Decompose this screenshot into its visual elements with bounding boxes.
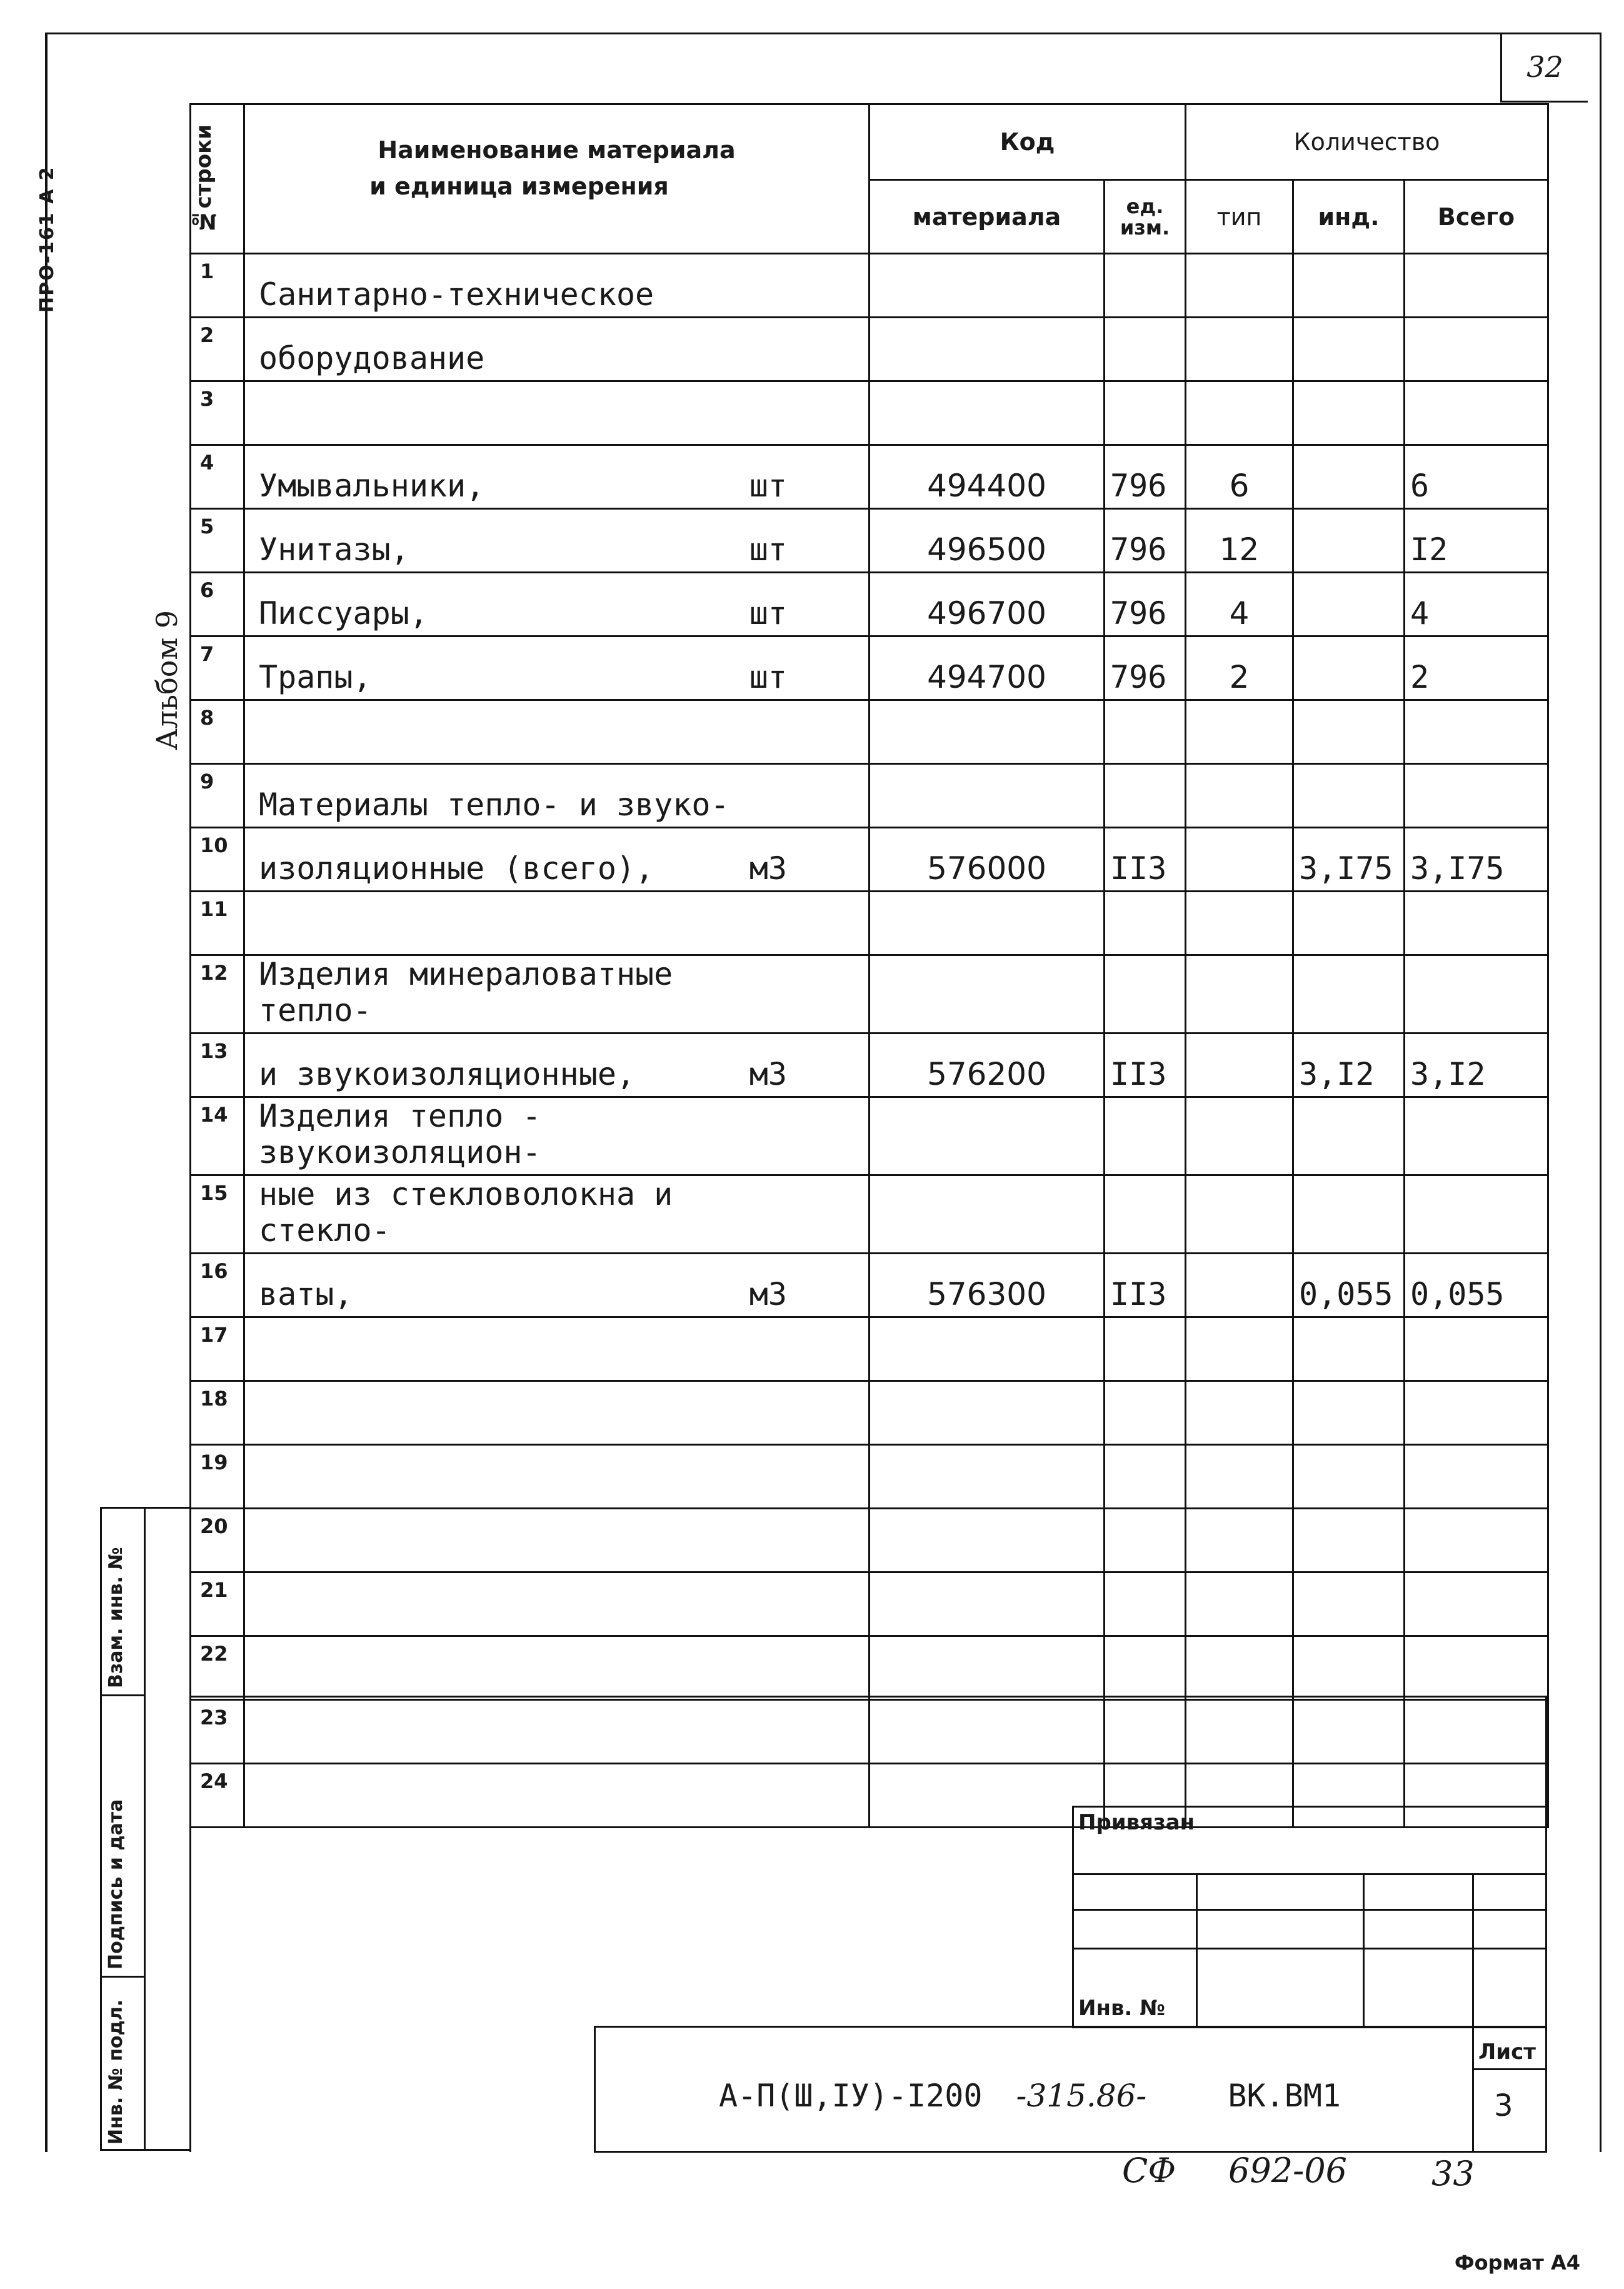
material-name-cell — [244, 1381, 870, 1445]
side-document-code: ПРО-161 А 2 — [36, 166, 58, 313]
privyazan-label: Привязан — [1078, 1810, 1195, 1835]
table-row — [191, 445, 1548, 509]
material-code — [870, 1381, 1105, 1445]
unit-code — [1105, 1097, 1186, 1175]
material-code — [870, 1636, 1105, 1700]
qty-ind — [1293, 1097, 1405, 1175]
material-unit: шт — [749, 468, 787, 504]
qty-type — [1186, 1175, 1293, 1254]
qty-type — [1186, 892, 1293, 955]
qty-type — [1186, 381, 1293, 445]
qty-total — [1405, 892, 1548, 955]
qty-ind — [1293, 318, 1405, 381]
material-code — [870, 1509, 1105, 1572]
material-name-cell — [244, 700, 870, 764]
qty-total: 3,I2 — [1405, 1034, 1548, 1097]
material-unit: м3 — [749, 1276, 787, 1312]
row-number: 17 — [191, 1317, 244, 1381]
qty-type — [1186, 1572, 1293, 1636]
qty-total — [1405, 254, 1548, 318]
table-row — [191, 509, 1548, 573]
unit-code: 796 — [1105, 573, 1186, 636]
material-code — [870, 381, 1105, 445]
material-name-cell — [244, 955, 870, 1034]
header-code: Код — [870, 104, 1186, 180]
qty-type — [1186, 700, 1293, 764]
unit-code: II3 — [1105, 1034, 1186, 1097]
row-number: 6 — [191, 573, 244, 636]
unit-code: II3 — [1105, 1254, 1186, 1317]
material-code: 494700 — [870, 636, 1105, 700]
row-number: 8 — [191, 700, 244, 764]
handwritten-sf: СФ — [1122, 2151, 1176, 2190]
qty-ind — [1293, 1572, 1405, 1636]
sheet-divider — [1472, 2068, 1547, 2070]
tb-col — [1196, 1873, 1365, 2028]
table-row — [191, 1034, 1548, 1097]
qty-ind — [1293, 381, 1405, 445]
qty-total: 3,I75 — [1405, 828, 1548, 892]
header-material-code: материала — [870, 180, 1105, 254]
table-row — [191, 573, 1548, 636]
material-code — [870, 1317, 1105, 1381]
row-number: 18 — [191, 1381, 244, 1445]
table-row — [191, 1317, 1548, 1381]
material-name-cell — [244, 1636, 870, 1700]
qty-type — [1186, 1097, 1293, 1175]
stamp-label-podpis: Подпись и дата — [105, 1799, 127, 1970]
qty-ind: 3,I75 — [1293, 828, 1405, 892]
qty-total — [1405, 318, 1548, 381]
unit-code — [1105, 1445, 1186, 1509]
material-code — [870, 764, 1105, 828]
qty-type: 6 — [1186, 445, 1293, 509]
qty-total: 0,055 — [1405, 1254, 1548, 1317]
sheet-number: 3 — [1494, 2088, 1513, 2123]
material-name: Трапы, — [259, 659, 372, 695]
row-number: 22 — [191, 1636, 244, 1700]
material-name: оборудование — [259, 340, 485, 376]
qty-total — [1405, 381, 1548, 445]
qty-type — [1186, 1509, 1293, 1572]
row-number: 23 — [191, 1700, 244, 1764]
qty-ind — [1293, 700, 1405, 764]
qty-type — [1186, 1636, 1293, 1700]
material-name-cell — [244, 636, 870, 700]
stamp-label-inv-podl: Инв. № подл. — [105, 1999, 127, 2145]
header-row-number: №строки — [191, 104, 244, 254]
header-ind: инд. — [1293, 180, 1405, 254]
qty-total — [1405, 1509, 1548, 1572]
unit-code — [1105, 254, 1186, 318]
material-unit: м3 — [749, 850, 787, 887]
material-name: изоляционные (всего), — [259, 850, 654, 887]
material-name-cell — [244, 1445, 870, 1509]
header-total: Всего — [1405, 180, 1548, 254]
material-name-cell — [244, 764, 870, 828]
table-row — [191, 1509, 1548, 1572]
table-row — [191, 636, 1548, 700]
qty-type: 4 — [1186, 573, 1293, 636]
document-designation: А-П(Ш,IУ)-I200 -315.86- ВК.ВМ1 — [719, 2078, 1341, 2114]
material-name: ные из стекловолокна и стекло- — [259, 1176, 673, 1249]
table-row — [191, 955, 1548, 1034]
material-name: Умывальники, — [259, 468, 485, 504]
row-number: 21 — [191, 1572, 244, 1636]
material-name-cell — [244, 445, 870, 509]
qty-type: 2 — [1186, 636, 1293, 700]
qty-total — [1405, 1636, 1548, 1700]
qty-ind — [1293, 892, 1405, 955]
sheet-label: Лист — [1478, 2040, 1536, 2065]
qty-ind: 3,I2 — [1293, 1034, 1405, 1097]
row-number: 14 — [191, 1097, 244, 1175]
unit-code — [1105, 1175, 1186, 1254]
qty-ind — [1293, 509, 1405, 573]
qty-type — [1186, 318, 1293, 381]
material-name: Изделия минераловатные тепло- — [259, 956, 673, 1029]
row-number: 2 — [191, 318, 244, 381]
material-code — [870, 1175, 1105, 1254]
page-number: 32 — [1500, 33, 1588, 103]
material-unit: шт — [749, 531, 787, 568]
qty-total — [1405, 1572, 1548, 1636]
table-row — [191, 1254, 1548, 1317]
material-name: Унитазы, — [259, 531, 409, 568]
qty-type — [1186, 828, 1293, 892]
header-type: тип — [1186, 180, 1293, 254]
tb-col-2 — [1472, 1873, 1474, 2028]
handwritten-num: 33 — [1431, 2154, 1475, 2193]
qty-total — [1405, 764, 1548, 828]
unit-code — [1105, 318, 1186, 381]
table-row — [191, 1097, 1548, 1175]
qty-total — [1405, 1175, 1548, 1254]
inv-no-label: Инв. № — [1078, 1996, 1166, 2021]
qty-ind — [1293, 1445, 1405, 1509]
table-row — [191, 892, 1548, 955]
material-unit: м3 — [749, 1056, 787, 1092]
row-number: 20 — [191, 1509, 244, 1572]
table-row — [191, 318, 1548, 381]
qty-ind — [1293, 636, 1405, 700]
table-row — [191, 381, 1548, 445]
unit-code — [1105, 381, 1186, 445]
material-code: 496700 — [870, 573, 1105, 636]
material-name-cell — [244, 1572, 870, 1636]
table-row — [191, 254, 1548, 318]
row-number: 12 — [191, 955, 244, 1034]
material-name: Писсуары, — [259, 595, 428, 631]
unit-code: II3 — [1105, 828, 1186, 892]
row-number: 9 — [191, 764, 244, 828]
material-unit: шт — [749, 659, 787, 695]
qty-ind — [1293, 764, 1405, 828]
material-name-cell — [244, 509, 870, 573]
qty-total: 6 — [1405, 445, 1548, 509]
qty-total — [1405, 1317, 1548, 1381]
unit-code — [1105, 892, 1186, 955]
material-code — [870, 1572, 1105, 1636]
row-number: 10 — [191, 828, 244, 892]
row-number: 3 — [191, 381, 244, 445]
handwritten-order: 692-06 — [1228, 2151, 1348, 2190]
material-code: 496500 — [870, 509, 1105, 573]
table-row — [191, 764, 1548, 828]
qty-total — [1405, 1381, 1548, 1445]
material-name-cell — [244, 1509, 870, 1572]
material-code — [870, 955, 1105, 1034]
unit-code — [1105, 1509, 1186, 1572]
table-row — [191, 1381, 1548, 1445]
qty-ind — [1293, 1509, 1405, 1572]
qty-ind: 0,055 — [1293, 1254, 1405, 1317]
header-quantity: Количество — [1186, 104, 1548, 180]
qty-ind — [1293, 573, 1405, 636]
album-label: Альбом 9 — [150, 610, 184, 750]
material-name-cell — [244, 318, 870, 381]
table-row — [191, 1445, 1548, 1509]
material-name-cell — [244, 381, 870, 445]
qty-type — [1186, 955, 1293, 1034]
table-row — [191, 1572, 1548, 1636]
qty-total: 2 — [1405, 636, 1548, 700]
material-code — [870, 1445, 1105, 1509]
qty-type — [1186, 1254, 1293, 1317]
material-code — [870, 254, 1105, 318]
qty-total — [1405, 1097, 1548, 1175]
row-number: 7 — [191, 636, 244, 700]
qty-type — [1186, 1034, 1293, 1097]
material-name-cell — [244, 1034, 870, 1097]
row-number: 11 — [191, 892, 244, 955]
row-number: 15 — [191, 1175, 244, 1254]
qty-ind — [1293, 955, 1405, 1034]
table-row — [191, 1636, 1548, 1700]
material-name: ваты, — [259, 1276, 353, 1312]
material-name-cell — [244, 1097, 870, 1175]
material-name: Изделия тепло - звукоизоляцион- — [259, 1098, 541, 1170]
unit-code — [1105, 1381, 1186, 1445]
unit-code: 796 — [1105, 445, 1186, 509]
row-number: 19 — [191, 1445, 244, 1509]
qty-ind — [1293, 254, 1405, 318]
row-number: 16 — [191, 1254, 244, 1317]
unit-code — [1105, 700, 1186, 764]
material-name: и звукоизоляционные, — [259, 1056, 636, 1092]
material-code: 494400 — [870, 445, 1105, 509]
material-name-cell — [244, 573, 870, 636]
material-code: 576000 — [870, 828, 1105, 892]
qty-type — [1186, 764, 1293, 828]
material-name-cell — [244, 828, 870, 892]
row-number: 4 — [191, 445, 244, 509]
material-name: Материалы тепло- и звуко- — [259, 787, 729, 823]
header-name: Наименование материала и единица измерения — [244, 104, 870, 254]
qty-type — [1186, 1445, 1293, 1509]
material-code — [870, 700, 1105, 764]
qty-type — [1186, 1317, 1293, 1381]
qty-type — [1186, 1381, 1293, 1445]
material-code: 576200 — [870, 1034, 1105, 1097]
qty-type — [1186, 254, 1293, 318]
row-number: 24 — [191, 1764, 244, 1828]
material-name-cell — [244, 254, 870, 318]
qty-total: I2 — [1405, 509, 1548, 573]
qty-ind — [1293, 1381, 1405, 1445]
material-code: 576300 — [870, 1254, 1105, 1317]
qty-ind — [1293, 1175, 1405, 1254]
material-code — [870, 1097, 1105, 1175]
unit-code: 796 — [1105, 636, 1186, 700]
material-unit: шт — [749, 595, 787, 631]
unit-code — [1105, 1636, 1186, 1700]
unit-code — [1105, 955, 1186, 1034]
header-unit-code: ед. изм. — [1105, 180, 1186, 254]
format-label: Формат А4 — [1454, 2251, 1580, 2275]
material-name-cell — [244, 892, 870, 955]
material-code — [870, 892, 1105, 955]
material-name: Санитарно-техническое — [259, 276, 654, 313]
qty-total — [1405, 955, 1548, 1034]
qty-total — [1405, 1445, 1548, 1509]
material-name-cell — [244, 1254, 870, 1317]
stamp-label-vzam: Взам. инв. № — [105, 1547, 127, 1688]
material-name-cell — [244, 1175, 870, 1254]
unit-code — [1105, 1317, 1186, 1381]
table-row — [191, 700, 1548, 764]
row-number: 5 — [191, 509, 244, 573]
unit-code: 796 — [1105, 509, 1186, 573]
row-number: 1 — [191, 254, 244, 318]
material-code — [870, 318, 1105, 381]
table-row — [191, 828, 1548, 892]
qty-ind — [1293, 1317, 1405, 1381]
material-name-cell — [244, 1317, 870, 1381]
row-number: 13 — [191, 1034, 244, 1097]
materials-table — [189, 103, 1549, 1828]
qty-total: 4 — [1405, 573, 1548, 636]
qty-type: 12 — [1186, 509, 1293, 573]
table-row — [191, 1175, 1548, 1254]
qty-ind — [1293, 445, 1405, 509]
unit-code — [1105, 1572, 1186, 1636]
qty-total — [1405, 700, 1548, 764]
unit-code — [1105, 764, 1186, 828]
qty-ind — [1293, 1636, 1405, 1700]
